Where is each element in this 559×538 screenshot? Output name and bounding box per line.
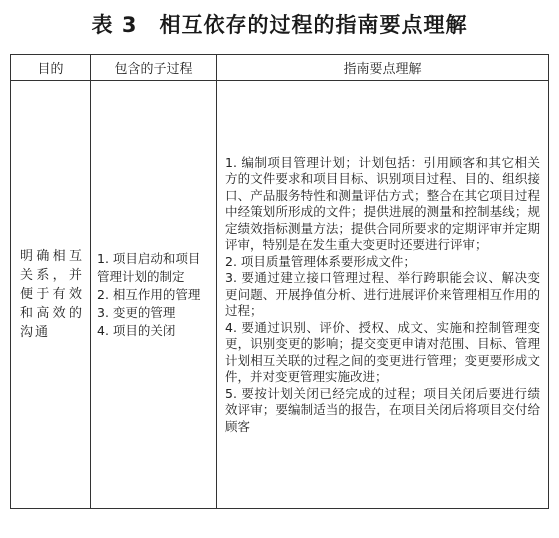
guidance-point: 1. 编制项目管理计划；计划包括：引用顾客和其它相关方的文件要求和项目目标、识别项目过程、目的、组织接口、产品服务特性和测量评估方式；整合在其它项目过程中经策划所形成的文件；提供进展的测量和控制基线；规定绩效指标测量方法；提供合同所要求的定期评审并定期评审，特别是在发生重大变更时还要进行评审； [225, 154, 540, 253]
header-purpose: 目的 [11, 55, 91, 81]
purpose-cell: 明确相互关系，并便于有效和高效的沟通 [11, 81, 91, 509]
header-subprocesses: 包含的子过程 [91, 55, 217, 81]
guidance-point: 2. 项目质量管理体系要形成文件； [225, 253, 416, 269]
header-row [11, 55, 549, 81]
guidance-point: 5. 要按计划关闭已经完成的过程；项目关闭后要进行绩效评审；要编制适当的报告，在项目关闭后将项目交付给顾客 [225, 385, 540, 434]
subprocesses-cell [91, 81, 217, 509]
table-header [11, 55, 549, 81]
table-row [11, 81, 549, 509]
subprocess-item: 3. 变更的管理 [97, 304, 176, 320]
header-guidance: 指南要点理解 [217, 55, 549, 81]
subprocess-item: 4. 项目的关闭 [97, 322, 176, 338]
table-title: 表 3 相互依存的过程的指南要点理解 [91, 13, 468, 37]
guidance-cell [217, 81, 549, 509]
subprocess-item: 2. 相互作用的管理 [97, 286, 201, 302]
guidance-point: 3. 要通过建立接口管理过程、举行跨职能会议、解决变更问题、开展挣值分析、进行进展评价来管理相互作用的过程； [225, 270, 540, 319]
guidance-table [10, 54, 549, 509]
subprocess-item: 1. 项目启动和项目管理计划的制定 [97, 250, 201, 284]
guidance-point: 4. 要通过识别、评价、授权、成文、实施和控制管理变更，识别变更的影响；提交变更申请对范围、目标、管理计划相互关联的过程之间的变更进行管理；变更要形成文件，并对变更管理实施改进； [225, 319, 540, 385]
